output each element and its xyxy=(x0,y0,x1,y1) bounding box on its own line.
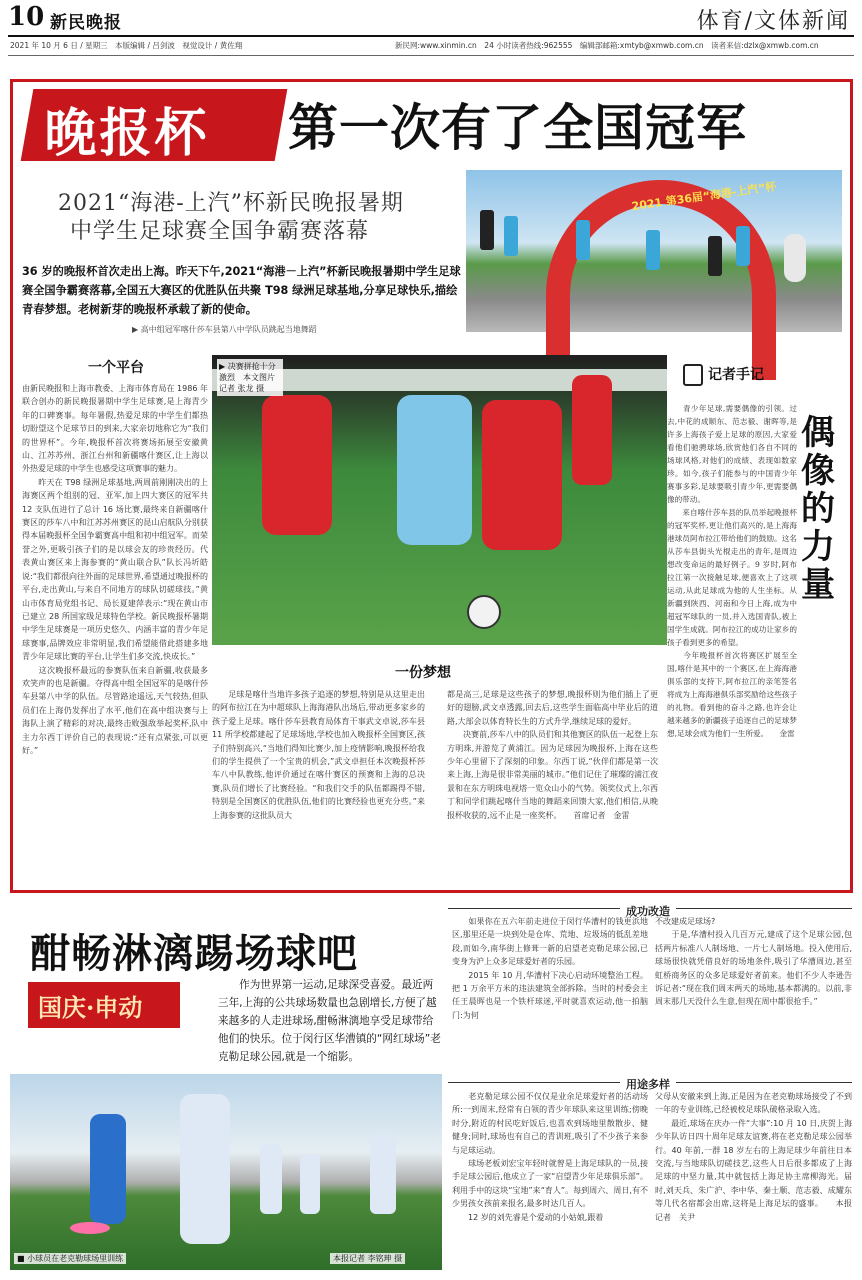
article-column-2: 足球是喀什当地许多孩子追逐的梦想,特别是从这里走出的阿布拉江在为中超球队上海海港队出场后,带动更多家乡的孩子爱上足球。喀什莎车县教育局体育干事武文卓说,莎车县 11 所学校都建起了足球场地,学校也加入晚报杯全国赛区,孩子们特别高兴,“当地们得知比赛少,加上疫情影响,晚报杯给我们的学生提供了一个宝贵的机会,”武文卓担任本次晚报杯莎车八中队教练,他评价通过在喀什赛区的预赛和上海的总决赛,队员们增长了比赛经验。“和我们交手的队伍都踢得不错,特别是全国赛区的优胜队伍,他们的比赛经验也更充分些。”来上海参赛的这批队员大 xyxy=(212,690,428,820)
commentary-column: 青少年足球,需要偶像的引领。过去,中花的成顺东、范志毅、谢晖等,是许多上海孩子爱上足球的原因,大家爱看他们驰骋球场,欣赏他们各自不同的场球风格,对他们的成绩、表现如数家珍。如今,孩子们能参与的中国青少年赛事多彩,足球要吸引青少年,更需要偶像的带动。 来自喀什莎车县的队员举起晚报杯的冠军奖杯,更让他们高兴的,是上海海港球员阿布拉江带给他们的鼓励。这名从莎车县街头光棍走出的青年,是周边想改变命运的最好例子。9 岁时,阿布拉江第一次接触足球,便喜欢上了这项运动,从此足球成为他的人生坐标。从新疆到陕西、河南和今日上海,成为中超冠军球队的一员,并入选国青队,被上国学生成就。阿布拉江的成功让家乡的孩子看到更多的希望。 今年晚报杯首次将赛区扩展至全国,喀什是其中的一个赛区,在上海海港俱乐部的支持下,阿布拉江的亲笔签名将成为上海海港俱乐部奖励给这些孩子的礼物。看到他的奋斗之路,也许会让越来越多的新疆孩子追逐自己的足球梦想,足球会成为他们一生所爱。 金雷 xyxy=(667,404,797,738)
header-rule-thin xyxy=(8,55,854,56)
contact-info: 新民网:www.xinmin.cn 24 小时读者热线:962555 编辑部邮箱:xmtyb@xmwb.com.cn 读者来信:dzlx@xmwb.com.cn xyxy=(395,41,819,50)
child-player xyxy=(300,1154,320,1214)
player-red-1 xyxy=(262,395,332,535)
masthead xyxy=(0,0,862,36)
brand-text: 晚报杯 xyxy=(44,103,210,164)
issue-info: 2021 年 10 月 6 日 / 星期三 本版编辑 / 吕剑波 视觉设计 / 黄佐翔 xyxy=(10,41,243,50)
holiday-badge-text: 国庆·申动 xyxy=(38,993,143,1022)
article-column-1: 由新民晚报和上海市教委、上海市体育局在 1986 年联合创办的新民晚报暑期中学生足球赛,是上海青少年的口碑赛事。每年暑假,热爱足球的中学生们都热切盼望这个足球节日的到来,大家亲切地称它为“我们的世界杯”。今年,晚报杯首次将赛场拓展至安徽黄山、江苏苏州、浙江台州和新疆喀什赛区,让上海以外热爱足球的中学生也感受这项赛事的魅力。 昨天在 T98 绿洲足球基地,两周前刚刚决出的上海赛区两个组别的冠、亚军,加上四大赛区的冠军共 12 支队伍进行了总计 16 场比赛,最终来自新疆喀什赛区的莎车八中和江苏苏州赛区的昆山启航队分别获得本届晚报杯全国争霸赛高中组和初中组冠军。而荣誉之外,更吸引孩子们的是以球会友的珍贵经历。代表黄山赛区来上海参赛的“黄山联合队”队长冯圻皓说:“我们都很向往外面的足球世界,希望通过晚报杯的平台,走出黄山,与来自不同地方的球队切磋球技。”黄山市体育局党组书记、局长夏建萍表示:“现在黄山市已建立 28 所国家级足球特色学校。新民晚报杯暑期中学生足球赛是一项历史悠久、内涵丰富的青少年足球赛事,品牌效应非常明显,我们希望能借此搭建多地青少年足球比赛的平台,让学生们多交流,快成长。” 这次晚报杯最远的参赛队伍来自新疆,收获最多欢笑声的也是新疆。夺得高中组全国冠军的是喀什莎车县第八中学的队伍。尽管路途遥远,天气较热,但队员们在上海仍发挥出了水平,他们在高中组决赛与上海队上演了精彩的对决,最终击败强敌举起奖杯,队中主力尔西丁评价自己的表现说:“还有点紧张,可以更好。” xyxy=(22,384,208,755)
subheadline-1: 2021“海港-上汽”杯新民晚报暑期 xyxy=(58,191,404,216)
page-number: 10 xyxy=(8,2,45,32)
match-photo xyxy=(212,355,667,645)
coach-figure xyxy=(90,1114,126,1224)
subheadline-2: 中学生足球赛全国争霸赛落幕 xyxy=(70,219,370,244)
lead-paragraph: 36 岁的晚报杯首次走出上海。昨天下午,2021“海港－上汽”杯新民晚报暑期中学生足球赛全国争霸赛落幕,全国五大赛区的优胜队伍共聚 T98 绿洲足球基地,分享足球快乐,描绘青春梦想。老树新芽的晚报杯承载了新的使命。 xyxy=(22,265,461,316)
player-figure xyxy=(576,220,590,260)
football xyxy=(467,595,501,629)
child-player xyxy=(180,1094,230,1244)
training-photo-credit: 本报记者 李铭珅 摄 xyxy=(330,1253,405,1264)
bottom-column-3: 老克勒足球公园不仅仅是业余足球爱好者的活动场所:一到周末,经常有白领的青少年球队来这里训练;傍晚时分,附近的村民吃好饭后,也喜欢到场地里散散步、健健身;同时,球场也有自己的青训班,吸引了不少孩子来参与足球运动。 球场老板刘宏宝年轻时就曾是上海足球队的一员,接手足球公园后,他成立了一家“启望青少年足球俱乐部”。利用手中的这块“宝地”来“育人”。每到周六、周日,有不少男孩女孩前来报名,最多时达几百人。 12 岁的刘先睿是个爱动的小姑娘,跟着 xyxy=(452,1092,648,1222)
section-title-platform: 一个平台 xyxy=(88,360,144,376)
player-figure xyxy=(480,210,494,250)
holiday-badge xyxy=(28,982,180,1028)
player-figure xyxy=(736,226,750,266)
subsection-title-uses: 用途多样 xyxy=(620,1076,676,1092)
header-meta xyxy=(10,40,850,54)
banner-text: 2021 第36届“海港-上汽”杯 xyxy=(630,179,778,214)
article-column-3: 都是高三,足球是这些孩子的梦想,晚报杯则为他们插上了更好的翅膀,武文卓透露,回去后,这些学生面临高中毕业后的道路,大部会以体育特长生的方式升学,继续足球的爱好。 决赛前,莎车八中的队员们和其他赛区的队伍一起登上东方明珠,并游览了黄浦江。因为足球因为晚报杯,上海在这些少年心里留下了深刻的印象。尔西丁说,“伙伴们都是第一次来上海,上海是很非常美丽的城市。”他们记住了璀璨的浦江夜景和在东方明珠电视塔一览众山小的气势。领奖仪式上,尔西丁和同学们跳起喀什当地的舞蹈来回馈大家,他们相信,从晚报杯收获的,远不止是一座奖杯。 首席记者 金雷 xyxy=(447,690,658,820)
commentary-title: 偶像的力量 xyxy=(801,413,835,605)
training-photo xyxy=(10,1074,442,1270)
bottom-column-1: 如果你在五六年前走进位于闵行华漕村的钱更浜地区,那里还是一块到处是仓库、荒地、垃圾场的低乱差地段,而如今,南华街上修葺一新的启望老克勒足球公园,已变身为沪上众多足球爱好者的乐园。 2015 年 10 月,华漕村下决心启动环境整治工程。把 1 万余平方米的违法建筑全部拆除。当时的村委会主任王晨晖也是一个铁杆球迷,平时就喜欢运动,他一拍脑门:为何 xyxy=(452,917,648,1020)
top-photo-caption: ▶ 高中组冠军喀什莎车县第八中学队员跳起当地舞蹈 xyxy=(132,325,317,334)
player-red-3 xyxy=(572,375,612,485)
paper-name: 新民晚报 xyxy=(50,13,122,33)
bottom-column-4: 父母从安徽来到上海,正是因为在老克勒球场接受了不到一年的专业训练,已经被校足球队破格录取入选。 最近,球场在庆办一件“大事”:10 月 10 日,庆贺上海少年队访日四十周年足球友谊赛,将在老克勒足球公园举行。40 年前,一群 18 岁左右的上海足球少年前往日本交流,与当地球队切磋技艺,这些人日后很多都成了上海足球的中坚力量,其中就包括上海足协主席柳海光。届时,刘天兵、朱广沪、李中华、秦士顺、范志毅、成耀东等几代名宿都会出席,这将是上海足坛的盛事。 本报记者 关尹 xyxy=(655,1092,852,1222)
section-title-dream: 一份梦想 xyxy=(395,665,451,681)
player-red-9 xyxy=(482,400,562,550)
player-blue-10 xyxy=(397,395,472,545)
bottom-headline: 酣畅淋漓踢场球吧 xyxy=(30,930,358,977)
bottom-column-2: 不改建成足球场? 于是,华漕村投入几百万元,建成了这个足球公园,包括两片标准八人制场地、一片七人制场地。投入使用后,球场很快就凭借良好的场地条件,吸引了华漕周边,甚至虹桥商务区的众多足球爱好者前来。他们不少人李逊告诉记者:“现在我们周末两天的场地,基本都满的。以前,非周末那几天没什么生意,但现在周中都很抢手。” xyxy=(655,917,852,1007)
training-photo-caption: ■ 小球员在老克勒球场里训练 xyxy=(14,1253,126,1264)
player-figure xyxy=(504,216,518,256)
subsection-title-renovation: 成功改造 xyxy=(620,903,676,919)
match-photo-caption: ▶ 决赛拼抢十分激烈 本文图片 记者 张龙 摄 xyxy=(217,359,283,396)
notebook-icon xyxy=(683,364,703,386)
header-rule xyxy=(8,35,854,37)
celebration-photo xyxy=(466,170,842,332)
brand-badge xyxy=(21,89,288,164)
child-player xyxy=(260,1144,282,1214)
note-label: 记者手记 xyxy=(708,367,764,383)
child-player xyxy=(370,1134,396,1214)
player-figure xyxy=(646,230,660,270)
training-cone xyxy=(70,1222,110,1234)
headline: 第一次有了全国冠军 xyxy=(288,99,747,157)
section-name: 体育/文体新闻 xyxy=(696,9,850,34)
mascot-figure xyxy=(784,234,806,282)
bottom-lead: 作为世界第一运动,足球深受喜爱。最近两三年,上海的公共球场数量也急剧增长,方便了越来越多的人走进球场,酣畅淋漓地享受足球带给他们的快乐。位于闵行区华漕镇的“网红球场”老克勒足球公园,就是一个缩影。 xyxy=(218,979,441,1063)
player-figure xyxy=(708,236,722,276)
